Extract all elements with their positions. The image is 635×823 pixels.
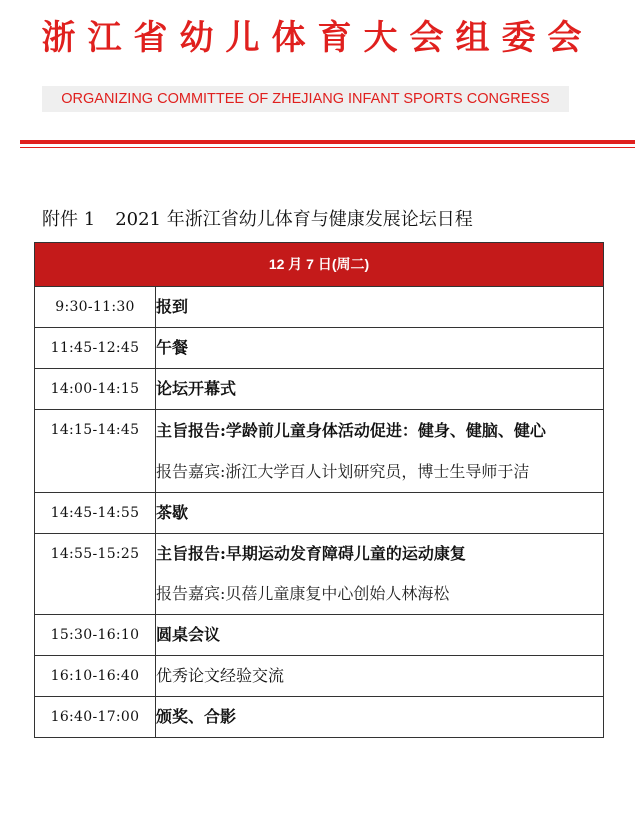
event-title: 午餐 (156, 338, 189, 357)
table-row (35, 369, 604, 410)
time-cell: 11:45-12:45 (35, 328, 156, 369)
event-cell (156, 493, 604, 534)
document-heading (42, 207, 473, 233)
table-row (35, 328, 604, 369)
event-speaker: 报告嘉宾:浙江大学百人计划研究员，博士生导师于洁 (156, 462, 530, 481)
event-speaker: 报告嘉宾:贝蓓儿童康复中心创始人林海松 (156, 584, 450, 603)
event-cell (156, 534, 604, 615)
attachment-label: 附件 1 (42, 209, 96, 230)
event-cell (156, 410, 604, 493)
event-cell (156, 656, 604, 697)
table-row (35, 534, 604, 615)
document-title: 2021 年浙江省幼儿体育与健康发展论坛日程 (115, 209, 473, 230)
committee-subtitle: ORGANIZING COMMITTEE OF ZHEJIANG INFANT SPORTS CONGRESS (42, 86, 569, 112)
event-title: 茶歇 (156, 503, 189, 522)
table-row (35, 493, 604, 534)
event-title: 颁奖、合影 (156, 707, 237, 726)
event-title: 主旨报告:学龄前儿童身体活动促进：健身、健脑、健心 (156, 421, 546, 440)
event-title: 报到 (156, 297, 189, 316)
time-cell: 14:45-14:55 (35, 493, 156, 534)
header-rule-thin (20, 147, 635, 148)
event-title: 论坛开幕式 (156, 379, 237, 398)
time-cell: 16:10-16:40 (35, 656, 156, 697)
event-title: 圆桌会议 (156, 625, 221, 644)
event-title: 主旨报告:早期运动发育障碍儿童的运动康复 (156, 544, 466, 563)
time-cell: 9:30-11:30 (35, 287, 156, 328)
event-cell (156, 697, 604, 738)
time-cell: 14:55-15:25 (35, 534, 156, 615)
time-cell: 14:00-14:15 (35, 369, 156, 410)
table-row (35, 697, 604, 738)
event-cell (156, 615, 604, 656)
time-cell: 14:15-14:45 (35, 410, 156, 493)
event-cell (156, 369, 604, 410)
schedule-table (34, 242, 604, 738)
time-cell: 16:40-17:00 (35, 697, 156, 738)
schedule-date: 12 月 7 日(周二) (35, 243, 604, 287)
committee-title: 浙江省幼儿体育大会组委会 (41, 18, 594, 58)
event-cell (156, 287, 604, 328)
schedule-date-row (35, 243, 604, 287)
table-row (35, 656, 604, 697)
event-title: 优秀论文经验交流 (156, 666, 285, 685)
table-row (35, 615, 604, 656)
header-rule-thick (20, 140, 635, 144)
time-cell: 15:30-16:10 (35, 615, 156, 656)
table-row (35, 287, 604, 328)
table-row (35, 410, 604, 493)
event-cell (156, 328, 604, 369)
